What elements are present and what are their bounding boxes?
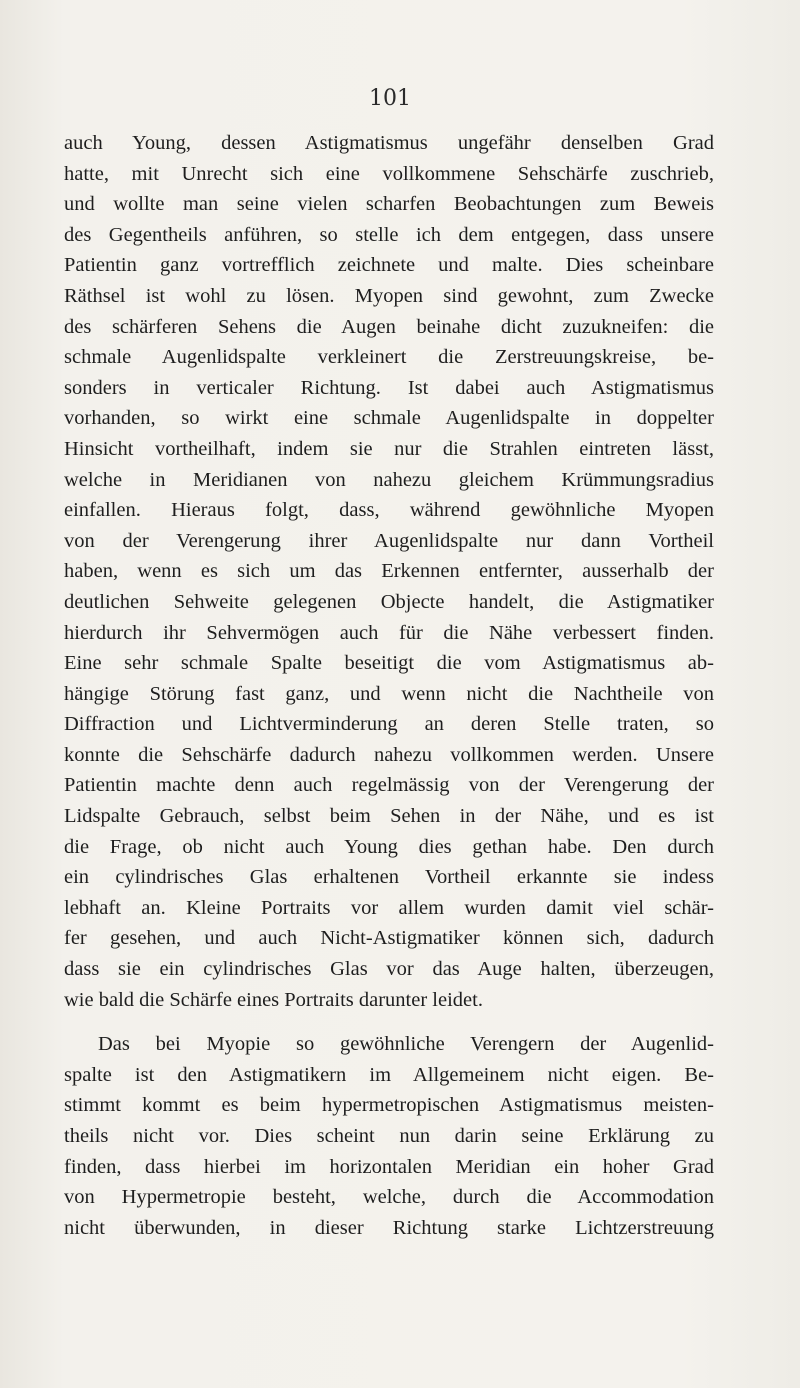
body-text xyxy=(64,128,714,1243)
text-line: auch Young, dessen Astigmatismus ungefähr denselben Grad xyxy=(64,132,714,154)
text-line: von Hypermetropie besteht, welche, durch die Accommodation xyxy=(64,1186,714,1209)
text-line: hängige Störung fast ganz, und wenn nicht die Nachtheile von xyxy=(64,682,714,705)
text-line: nicht überwunden, in dieser Richtung starke Lichtzerstreuung xyxy=(64,1216,714,1239)
text-line: Diffraction und Lichtverminderung an deren Stelle traten, so xyxy=(64,713,714,736)
paragraph-1 xyxy=(64,128,714,1015)
text-line: spalte ist den Astigmatikern im Allgemeinem nicht eigen. Be- xyxy=(64,1063,714,1086)
text-line: vorhanden, so wirkt eine schmale Augenlidspalte in doppelter xyxy=(64,407,714,430)
text-line: schmale Augenlidspalte verkleinert die Zerstreuungskreise, be- xyxy=(64,346,714,369)
text-line: Lidspalte Gebrauch, selbst beim Sehen in der Nähe, und es ist xyxy=(64,805,714,828)
text-line: finden, dass hierbei im horizontalen Meridian ein hoher Grad xyxy=(64,1155,714,1178)
text-line: Patientin machte denn auch regelmässig von der Verengerung der xyxy=(64,774,714,797)
text-line: Eine sehr schmale Spalte beseitigt die vom Astigmatismus ab- xyxy=(64,652,714,675)
text-line: hatte, mit Unrecht sich eine vollkommene Sehschärfe zuschrieb, xyxy=(64,162,714,185)
text-line: Räthsel ist wohl zu lösen. Myopen sind gewohnt, zum Zwecke xyxy=(64,284,714,307)
text-line: deutlichen Sehweite gelegenen Objecte handelt, die Astigmatiker xyxy=(64,590,714,613)
text-line: stimmt kommt es beim hypermetropischen Astigmatismus meisten- xyxy=(64,1094,714,1117)
text-line: die Frage, ob nicht auch Young dies gethan habe. Den durch xyxy=(64,835,714,858)
text-line: Hinsicht vortheilhaft, indem sie nur die Strahlen eintreten lässt, xyxy=(64,437,714,460)
paragraph-gap xyxy=(64,1015,714,1029)
text-line: des schärferen Sehens die Augen beinahe dicht zuzukneifen: die xyxy=(64,315,714,338)
page-number: 101 xyxy=(369,86,411,111)
text-line: Das bei Myopie so gewöhnliche Verengern der Augenlid- xyxy=(98,1033,714,1056)
text-line: wie bald die Schärfe eines Portraits darunter leidet. xyxy=(64,988,483,1011)
text-line: dass sie ein cylindrisches Glas vor das Auge halten, überzeugen, xyxy=(64,958,714,981)
text-line: hierdurch ihr Sehvermögen auch für die Nähe verbessert finden. xyxy=(64,621,714,644)
text-line: ein cylindrisches Glas erhaltenen Vortheil erkannte sie indess xyxy=(64,866,714,889)
text-line: haben, wenn es sich um das Erkennen entfernter, ausserhalb der xyxy=(64,560,714,583)
text-line: sonders in verticaler Richtung. Ist dabei auch Astigmatismus xyxy=(64,376,714,399)
paragraph-2 xyxy=(64,1029,714,1243)
text-line: und wollte man seine vielen scharfen Beobachtungen zum Beweis xyxy=(64,193,714,216)
text-line: des Gegentheils anführen, so stelle ich dem entgegen, dass unsere xyxy=(64,223,714,246)
text-line: von der Verengerung ihrer Augenlidspalte nur dann Vortheil xyxy=(64,529,714,552)
text-line: theils nicht vor. Dies scheint nun darin seine Erklärung zu xyxy=(64,1125,714,1147)
text-line: einfallen. Hieraus folgt, dass, während gewöhnliche Myopen xyxy=(64,499,714,522)
text-line: konnte die Sehschärfe dadurch nahezu vollkommen werden. Unsere xyxy=(64,743,714,766)
text-line: fer gesehen, und auch Nicht-Astigmatiker können sich, dadurch xyxy=(64,927,714,950)
text-line: Patientin ganz vortrefflich zeichnete und malte. Dies scheinbare xyxy=(64,254,714,277)
text-line: lebhaft an. Kleine Portraits vor allem wurden damit viel schär- xyxy=(64,896,714,919)
text-line: welche in Meridianen von nahezu gleichem Krümmungsradius xyxy=(64,468,714,491)
